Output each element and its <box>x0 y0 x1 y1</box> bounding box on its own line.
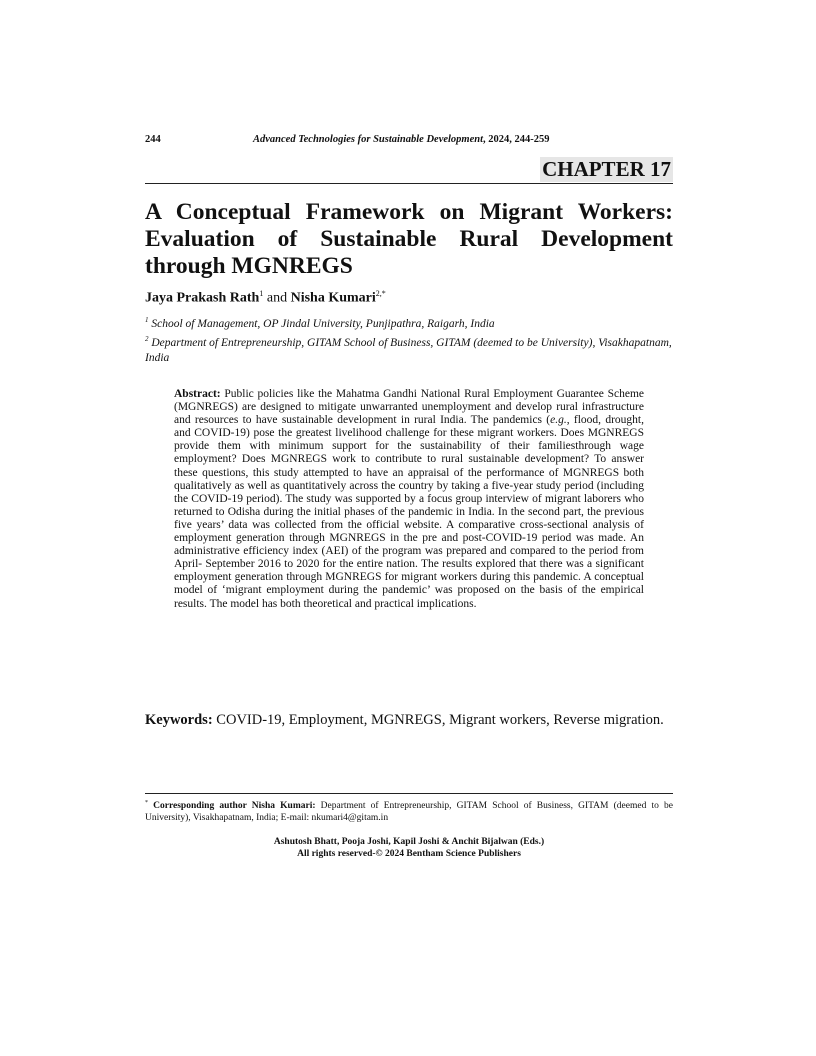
editors-line: Ashutosh Bhatt, Pooja Joshi, Kapil Joshi & Anchit Bijalwan (Eds.) <box>273 837 545 847</box>
footnote-mark: * <box>145 800 148 806</box>
chapter-label: CHAPTER 17 <box>542 157 671 181</box>
abstract-text: , flood, drought, and COVID-19) pose the greatest livelihood challenge for these migrant workers. Does MGNREGS provide them with minimum support for the sustainability of their familiesthrough wage employment? Does MGNREGS work to contribute to rural sustainable development? To answer these questions, this study attempted to have an appraisal of the performance of MGNREGS both qualitatively as well as quantitatively across the country by taking a five-year study period (including the COVID-19 period). The study was supported by a focus group interview of migrant laborers who returned to Odisha during the initial phases of the pandemic in India. In the second part, the previous five years’ data was collected from the official website. A comparative cross-sectional analysis of employment generation through MGNREGS in the pre and post-COVID-19 period was made. An administrative efficiency index (AEI) of the program was prepared and compared to the period from April- September 2016 to 2020 for the entire nation. The results explored that there was a significant employment generation through MGNREGS for migrant workers during this pandemic. A conceptual model of ‘migrant employment during the pandemic’ was proposed on the basis of the empirical results. The model has both theoretical and practical implications. <box>174 414 644 610</box>
abstract <box>174 388 644 611</box>
footnote-label: Corresponding author Nisha Kumari: <box>148 801 316 812</box>
copyright-line: All rights reserved-© 2024 Bentham Science Publishers <box>297 849 521 859</box>
affiliation-text: School of Management, OP Jindal University, Punjipathra, Raigarh, India <box>148 317 495 330</box>
affiliation-1 <box>145 313 673 332</box>
author-conjunction: and <box>263 290 291 306</box>
journal-name: Advanced Technologies for Sustainable Development <box>253 134 484 145</box>
editors-copyright <box>145 836 673 860</box>
author-affiliation-mark: 1 <box>259 289 264 298</box>
keywords-text: COVID-19, Employment, MGNREGS, Migrant workers, Reverse migration. <box>212 712 664 728</box>
journal-citation <box>253 134 550 145</box>
footnote-divider <box>145 793 673 794</box>
journal-volume-pages: , 2024, 244-259 <box>483 134 550 145</box>
author-line <box>145 289 386 307</box>
keywords <box>145 711 673 729</box>
keywords-label: Keywords: <box>145 712 213 728</box>
page-number: 244 <box>145 134 161 145</box>
affiliation-2 <box>145 332 673 366</box>
abstract-label: Abstract: <box>174 388 221 400</box>
author-affiliation-mark: 2,* <box>375 289 386 298</box>
chapter-header <box>145 157 673 184</box>
paper-title: A Conceptual Framework on Migrant Workers: Evaluation of Sustainable Rural Development through MGNREGS <box>145 199 673 279</box>
footnote-text: Department of Entrepreneurship, GITAM School of Business, GITAM (deemed to be University), Visakhapatnam, India; E-mail: nkumari4@gitam.in <box>145 801 673 824</box>
abstract-text: Public policies like the Mahatma Gandhi National Rural Employment Guarantee Scheme (MGNREGS) are designed to mitigate unwarranted unemployment and develop rural infrastructure and resources to have sustainable development in rural India. The pandemics ( <box>174 388 644 427</box>
author-name: Nisha Kumari <box>290 290 376 306</box>
affiliation-mark: 1 <box>145 316 149 324</box>
affiliation-mark: 2 <box>145 335 149 343</box>
author-name: Jaya Prakash Rath <box>145 290 260 306</box>
affiliation-text: Department of Entrepreneurship, GITAM School of Business, GITAM (deemed to be University), Visakhapatnam, India <box>145 336 672 364</box>
abstract-eg: e.g. <box>550 414 567 427</box>
corresponding-author-footnote <box>145 797 673 824</box>
